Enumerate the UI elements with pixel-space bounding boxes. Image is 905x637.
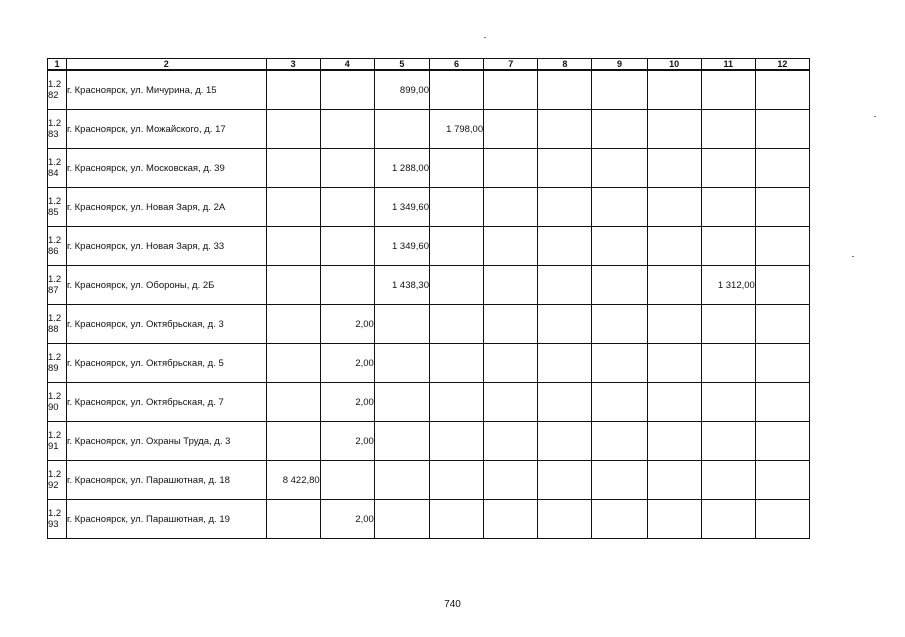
value-cell-col4: 2,00 — [320, 500, 374, 539]
row-number-cell: 1.2 89 — [48, 344, 67, 383]
row-number-cell: 1.2 91 — [48, 422, 67, 461]
value-cell-col10 — [647, 344, 701, 383]
value-cell-col5 — [374, 110, 429, 149]
value-cell-col8 — [538, 383, 592, 422]
value-cell-col6 — [429, 500, 483, 539]
value-cell-col9 — [592, 461, 647, 500]
value-cell-col10 — [647, 383, 701, 422]
value-cell-col9 — [592, 227, 647, 266]
value-cell-col11 — [701, 110, 755, 149]
value-cell-col11 — [701, 227, 755, 266]
table-row — [48, 266, 810, 305]
value-cell-col12 — [755, 500, 809, 539]
value-cell-col11 — [701, 344, 755, 383]
value-cell-col6 — [429, 70, 483, 110]
column-header: 9 — [592, 59, 647, 71]
value-cell-col7 — [484, 188, 538, 227]
value-cell-col8 — [538, 305, 592, 344]
value-cell-col8 — [538, 461, 592, 500]
value-cell-col7 — [484, 422, 538, 461]
value-cell-col6 — [429, 149, 483, 188]
value-cell-col12 — [755, 70, 809, 110]
value-cell-col4 — [320, 149, 374, 188]
table-row — [48, 70, 810, 110]
address-cell: г. Красноярск, ул. Московская, д. 39 — [67, 149, 267, 188]
row-number-cell: 1.2 82 — [48, 70, 67, 110]
value-cell-col5 — [374, 305, 429, 344]
value-cell-col11 — [701, 149, 755, 188]
value-cell-col6 — [429, 344, 483, 383]
column-header: 11 — [701, 59, 755, 71]
address-cell: г. Красноярск, ул. Можайского, д. 17 — [67, 110, 267, 149]
row-number-cell: 1.2 88 — [48, 305, 67, 344]
value-cell-col12 — [755, 149, 809, 188]
value-cell-col5 — [374, 422, 429, 461]
value-cell-col4: 2,00 — [320, 305, 374, 344]
address-cell: г. Красноярск, ул. Новая Заря, д. 33 — [67, 227, 267, 266]
table-row — [48, 383, 810, 422]
value-cell-col3 — [266, 500, 320, 539]
page-number: 740 — [444, 599, 461, 610]
value-cell-col4: 2,00 — [320, 422, 374, 461]
address-cell: г. Красноярск, ул. Обороны, д. 2Б — [67, 266, 267, 305]
address-cell: г. Красноярск, ул. Парашютная, д. 19 — [67, 500, 267, 539]
address-cell: г. Красноярск, ул. Новая Заря, д. 2А — [67, 188, 267, 227]
header-row — [48, 59, 810, 71]
column-header: 2 — [67, 59, 267, 71]
row-number-cell: 1.2 92 — [48, 461, 67, 500]
value-cell-col3 — [266, 227, 320, 266]
value-cell-col9 — [592, 422, 647, 461]
value-cell-col5 — [374, 344, 429, 383]
value-cell-col5: 1 349,60 — [374, 227, 429, 266]
value-cell-col7 — [484, 344, 538, 383]
value-cell-col3 — [266, 305, 320, 344]
value-cell-col11 — [701, 70, 755, 110]
value-cell-col8 — [538, 110, 592, 149]
value-cell-col10 — [647, 149, 701, 188]
table-row — [48, 149, 810, 188]
column-header: 4 — [320, 59, 374, 71]
value-cell-col11 — [701, 383, 755, 422]
value-cell-col7 — [484, 266, 538, 305]
value-cell-col3 — [266, 422, 320, 461]
value-cell-col3 — [266, 149, 320, 188]
value-cell-col4 — [320, 461, 374, 500]
value-cell-col5 — [374, 500, 429, 539]
value-cell-col10 — [647, 461, 701, 500]
value-cell-col9 — [592, 383, 647, 422]
value-cell-col5 — [374, 461, 429, 500]
data-table — [47, 58, 810, 539]
scan-speck — [484, 37, 486, 38]
value-cell-col5: 1 349,60 — [374, 188, 429, 227]
value-cell-col9 — [592, 188, 647, 227]
value-cell-col7 — [484, 500, 538, 539]
value-cell-col11 — [701, 461, 755, 500]
value-cell-col5 — [374, 383, 429, 422]
value-cell-col5: 1 438,30 — [374, 266, 429, 305]
value-cell-col5: 1 288,00 — [374, 149, 429, 188]
value-cell-col8 — [538, 422, 592, 461]
value-cell-col10 — [647, 70, 701, 110]
value-cell-col11: 1 312,00 — [701, 266, 755, 305]
value-cell-col7 — [484, 383, 538, 422]
value-cell-col7 — [484, 110, 538, 149]
value-cell-col5: 899,00 — [374, 70, 429, 110]
value-cell-col12 — [755, 422, 809, 461]
table-row — [48, 500, 810, 539]
value-cell-col9 — [592, 344, 647, 383]
row-number-cell: 1.2 83 — [48, 110, 67, 149]
value-cell-col8 — [538, 70, 592, 110]
address-cell: г. Красноярск, ул. Октябрьская, д. 5 — [67, 344, 267, 383]
table-row — [48, 305, 810, 344]
table-row — [48, 422, 810, 461]
value-cell-col4 — [320, 188, 374, 227]
value-cell-col3 — [266, 70, 320, 110]
column-header: 7 — [484, 59, 538, 71]
value-cell-col8 — [538, 500, 592, 539]
column-header: 5 — [374, 59, 429, 71]
address-cell: г. Красноярск, ул. Октябрьская, д. 7 — [67, 383, 267, 422]
value-cell-col9 — [592, 110, 647, 149]
value-cell-col11 — [701, 422, 755, 461]
column-header: 1 — [48, 59, 67, 71]
scan-speck — [874, 116, 876, 117]
value-cell-col6 — [429, 188, 483, 227]
row-number-cell: 1.2 84 — [48, 149, 67, 188]
value-cell-col6 — [429, 227, 483, 266]
value-cell-col6: 1 798,00 — [429, 110, 483, 149]
value-cell-col6 — [429, 422, 483, 461]
value-cell-col10 — [647, 422, 701, 461]
table-row — [48, 461, 810, 500]
value-cell-col6 — [429, 266, 483, 305]
value-cell-col7 — [484, 461, 538, 500]
value-cell-col12 — [755, 461, 809, 500]
column-header: 12 — [755, 59, 809, 71]
value-cell-col8 — [538, 149, 592, 188]
value-cell-col7 — [484, 227, 538, 266]
value-cell-col11 — [701, 305, 755, 344]
value-cell-col10 — [647, 110, 701, 149]
value-cell-col12 — [755, 383, 809, 422]
scan-speck — [852, 256, 854, 257]
table-row — [48, 344, 810, 383]
value-cell-col3 — [266, 188, 320, 227]
value-cell-col3 — [266, 110, 320, 149]
value-cell-col9 — [592, 149, 647, 188]
address-cell: г. Красноярск, ул. Парашютная, д. 18 — [67, 461, 267, 500]
value-cell-col12 — [755, 188, 809, 227]
value-cell-col8 — [538, 188, 592, 227]
value-cell-col9 — [592, 305, 647, 344]
row-number-cell: 1.2 90 — [48, 383, 67, 422]
value-cell-col12 — [755, 344, 809, 383]
address-cell: г. Красноярск, ул. Охраны Труда, д. 3 — [67, 422, 267, 461]
value-cell-col11 — [701, 188, 755, 227]
value-cell-col4: 2,00 — [320, 344, 374, 383]
column-header: 3 — [266, 59, 320, 71]
row-number-cell: 1.2 87 — [48, 266, 67, 305]
value-cell-col6 — [429, 383, 483, 422]
value-cell-col9 — [592, 500, 647, 539]
value-cell-col10 — [647, 188, 701, 227]
value-cell-col7 — [484, 149, 538, 188]
address-cell: г. Красноярск, ул. Октябрьская, д. 3 — [67, 305, 267, 344]
column-header: 10 — [647, 59, 701, 71]
row-number-cell: 1.2 86 — [48, 227, 67, 266]
value-cell-col10 — [647, 305, 701, 344]
value-cell-col9 — [592, 266, 647, 305]
value-cell-col8 — [538, 344, 592, 383]
value-cell-col12 — [755, 266, 809, 305]
value-cell-col3: 8 422,80 — [266, 461, 320, 500]
value-cell-col8 — [538, 266, 592, 305]
table-body — [48, 70, 810, 539]
value-cell-col8 — [538, 227, 592, 266]
table-row — [48, 227, 810, 266]
value-cell-col10 — [647, 227, 701, 266]
value-cell-col7 — [484, 305, 538, 344]
table-row — [48, 110, 810, 149]
value-cell-col7 — [484, 70, 538, 110]
value-cell-col6 — [429, 305, 483, 344]
value-cell-col9 — [592, 70, 647, 110]
address-cell: г. Красноярск, ул. Мичурина, д. 15 — [67, 70, 267, 110]
value-cell-col3 — [266, 383, 320, 422]
row-number-cell: 1.2 85 — [48, 188, 67, 227]
column-header: 8 — [538, 59, 592, 71]
value-cell-col12 — [755, 227, 809, 266]
value-cell-col4: 2,00 — [320, 383, 374, 422]
value-cell-col6 — [429, 461, 483, 500]
value-cell-col11 — [701, 500, 755, 539]
row-number-cell: 1.2 93 — [48, 500, 67, 539]
value-cell-col12 — [755, 305, 809, 344]
value-cell-col10 — [647, 266, 701, 305]
value-cell-col10 — [647, 500, 701, 539]
value-cell-col4 — [320, 110, 374, 149]
value-cell-col4 — [320, 70, 374, 110]
value-cell-col12 — [755, 110, 809, 149]
table-row — [48, 188, 810, 227]
value-cell-col3 — [266, 266, 320, 305]
value-cell-col3 — [266, 344, 320, 383]
column-header: 6 — [429, 59, 483, 71]
value-cell-col4 — [320, 227, 374, 266]
value-cell-col4 — [320, 266, 374, 305]
